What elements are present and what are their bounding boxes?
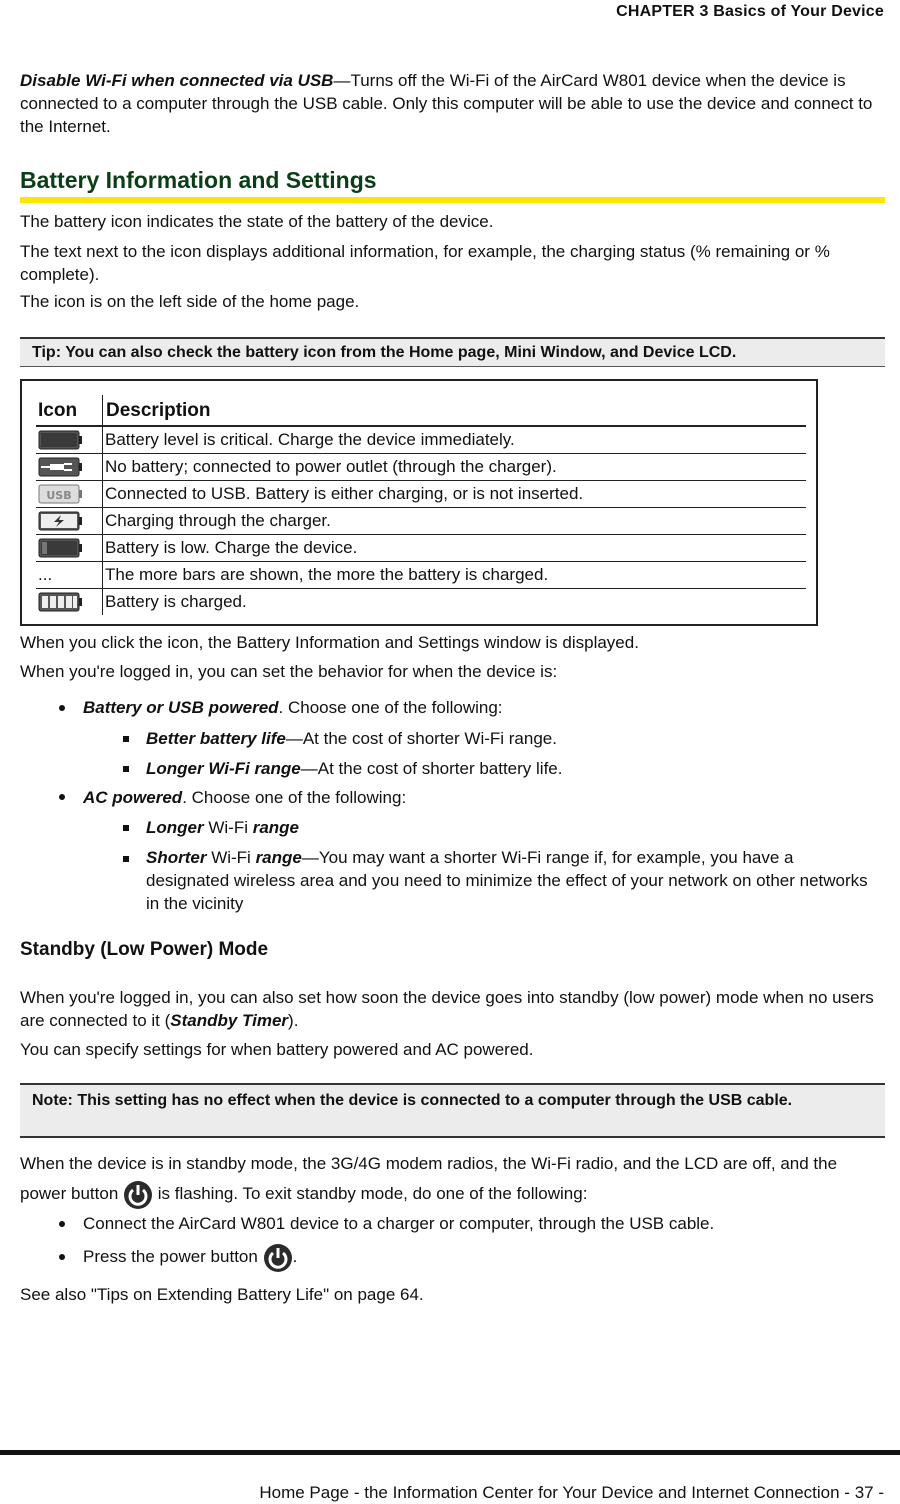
bullet-dot <box>59 1221 65 1227</box>
intro-text: —Turns off the Wi-Fi of the AirCard W801 device when the device is connected to a computer through the USB cable. Only this computer will be able to use the device and connect to the Internet. <box>20 71 873 136</box>
bullet-square <box>123 766 129 772</box>
battery-critical-icon <box>38 430 82 450</box>
option-term: Battery or USB powered <box>83 698 279 717</box>
table-row <box>36 562 806 589</box>
col-header-description: Description <box>103 395 807 426</box>
battery-p2: The text next to the icon displays additional information, for example, the charging status (% remaining or % complete). <box>20 242 830 284</box>
table-row <box>36 508 806 535</box>
row-description: Battery is charged. <box>103 589 807 616</box>
table-row <box>36 589 806 616</box>
col-header-icon: Icon <box>36 395 103 426</box>
text: ). <box>288 1011 299 1030</box>
option-shorter-range <box>146 846 881 915</box>
battery-no-battery-plug-icon <box>38 457 82 477</box>
svg-text:USB: USB <box>46 489 72 503</box>
section-heading-standby: Standby (Low Power) Mode <box>20 939 269 960</box>
text: When you're logged in, you can also set how soon the device goes into standby (low power) mode when no users are connected to it ( <box>20 988 874 1030</box>
battery-p1: The battery icon indicates the state of the battery of the device. <box>20 212 494 231</box>
power-button-icon <box>123 1180 153 1210</box>
chapter-header: CHAPTER 3 Basics of Your Device <box>616 3 884 20</box>
table-row <box>36 426 806 454</box>
bullet-dot <box>59 794 65 800</box>
bullet-square <box>123 736 129 742</box>
bullet-square <box>123 825 129 831</box>
option-term: range <box>255 848 302 867</box>
intro-paragraph <box>20 69 888 138</box>
battery-p5: When you're logged in, you can set the behavior for when the device is: <box>20 662 558 681</box>
standby-timer-term: Standby Timer <box>170 1011 289 1030</box>
option-term: Longer Wi-Fi range <box>146 759 301 778</box>
row-description: Charging through the charger. <box>103 508 807 535</box>
standby-p1 <box>20 986 888 1032</box>
standby-p3 <box>20 1149 888 1210</box>
footer-divider <box>0 1450 900 1455</box>
note-box: Note: This setting has no effect when the device is connected to a computer through the USB cable. <box>20 1083 885 1138</box>
option-term: Longer <box>146 818 204 837</box>
option-rest: —At the cost of shorter Wi-Fi range. <box>285 729 557 748</box>
table-row <box>36 454 806 481</box>
row-description: Battery level is critical. Charge the device immediately. <box>103 426 807 454</box>
option-better-battery <box>146 727 557 750</box>
battery-full-icon <box>38 592 82 612</box>
option-longer-wifi <box>146 757 562 780</box>
battery-icon-table <box>20 379 818 626</box>
bullet-dot <box>59 705 65 711</box>
option-rest: . Choose one of the following: <box>182 788 407 807</box>
exit-option-connect: Connect the AirCard W801 device to a charger or computer, through the USB cable. <box>83 1214 715 1233</box>
text: is flashing. To exit standby mode, do one of the following: <box>157 1184 588 1203</box>
row-description: Connected to USB. Battery is either charging, or is not inserted. <box>103 481 807 508</box>
section-heading-battery: Battery Information and Settings <box>20 166 885 203</box>
exit-option-press <box>83 1242 297 1273</box>
see-also: See also "Tips on Extending Battery Life" on page 64. <box>20 1285 424 1304</box>
option-term: Shorter <box>146 848 207 867</box>
option-term: Better battery life <box>146 729 286 748</box>
row-description: No battery; connected to power outlet (through the charger). <box>103 454 807 481</box>
option-rest: —You may want a shorter Wi-Fi range if, for example, you have a designated wireless area and you need to minimize the effect of your network on other networks in the vicinity <box>146 848 868 913</box>
text: . <box>292 1247 298 1266</box>
option-rest: Wi-Fi <box>206 848 256 867</box>
standby-p2: You can specify settings for when battery powered and AC powered. <box>20 1040 534 1059</box>
option-battery-usb <box>83 696 503 719</box>
option-rest: —At the cost of shorter battery life. <box>300 759 563 778</box>
option-rest: . Choose one of the following: <box>278 698 503 717</box>
table-row <box>36 481 806 508</box>
intro-term: Disable Wi-Fi when connected via USB <box>20 71 334 90</box>
row-icon-text: ... <box>36 562 103 589</box>
battery-p4: When you click the icon, the Battery Information and Settings window is displayed. <box>20 633 639 652</box>
option-term: range <box>252 818 299 837</box>
option-longer-range <box>146 816 299 839</box>
text: When the device is in standby mode, the 3G/4G modem radios, the Wi-Fi radio, and the LCD are off, and the power button <box>20 1154 838 1203</box>
power-button-icon <box>263 1243 293 1273</box>
battery-usb-icon <box>38 484 82 504</box>
option-ac-powered <box>83 786 406 809</box>
battery-charging-icon <box>38 511 82 531</box>
tip-box: Tip: You can also check the battery icon from the Home page, Mini Window, and Device LCD. <box>20 337 885 367</box>
table-row <box>36 535 806 562</box>
option-term: AC powered <box>83 788 183 807</box>
option-rest: Wi-Fi <box>203 818 253 837</box>
footer-text: Home Page - the Information Center for Your Device and Internet Connection - 37 - <box>259 1483 884 1502</box>
text: Press the power button <box>83 1247 258 1266</box>
row-description: Battery is low. Charge the device. <box>103 535 807 562</box>
row-description: The more bars are shown, the more the battery is charged. <box>103 562 807 589</box>
bullet-dot <box>59 1254 65 1260</box>
battery-p3: The icon is on the left side of the home page. <box>20 292 360 311</box>
bullet-square <box>123 856 129 862</box>
battery-low-icon <box>38 538 82 558</box>
